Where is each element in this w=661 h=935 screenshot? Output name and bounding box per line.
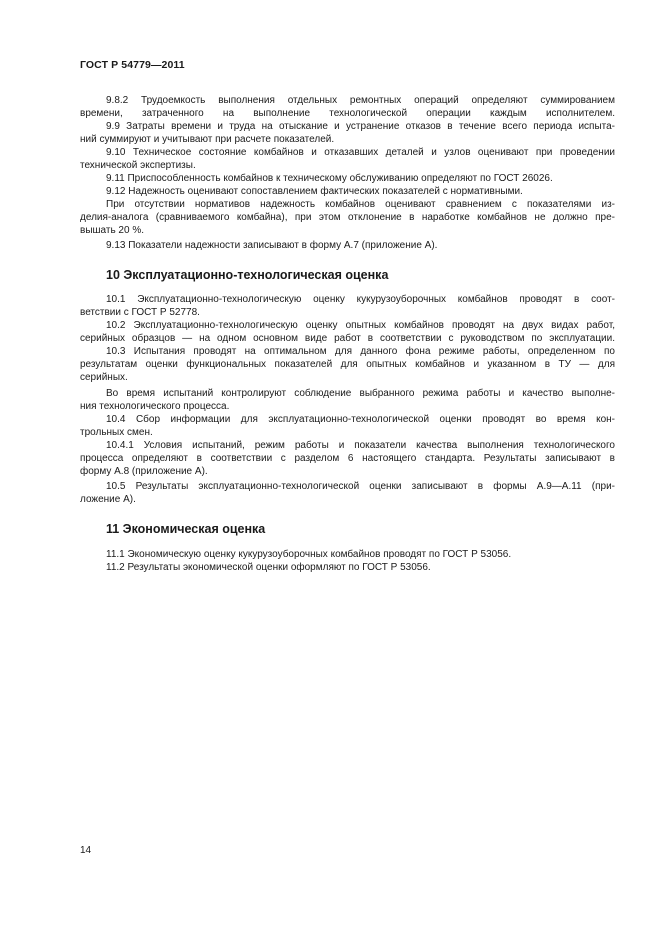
text-line: ложение А). xyxy=(80,494,136,505)
text-line: процесса определяют в соответствии с разделом 6 настоящего стандарта. Результаты записывают в xyxy=(80,453,615,464)
text-line: 9.10 Техническое состояние комбайнов и отказавших деталей и узлов оценивают при проведении xyxy=(106,147,615,158)
text-line: 9.12 Надежность оценивают сопоставлением фактических показателей с нормативными. xyxy=(106,186,523,197)
text-line: времени, затраченного на выполнение технологической операции каждым исполнителем. xyxy=(80,108,615,119)
text-line: 10.3 Испытания проводят на оптимальном для данного фона режиме работы, определенном по xyxy=(106,346,615,357)
text-line: 10.5 Результаты эксплуатационно-технологической оценки записывают в формы А.9—А.11 (при- xyxy=(106,481,615,492)
text-line: серийных. xyxy=(80,372,128,383)
text-line: ветствии с ГОСТ Р 52778. xyxy=(80,307,200,318)
text-line: 9.13 Показатели надежности записывают в форму А.7 (приложение А). xyxy=(106,240,438,251)
text-line: 10.2 Эксплуатационно-технологическую оценку опытных комбайнов проводят на двух видах работ, xyxy=(106,320,615,331)
text-line: 11.2 Результаты экономической оценки оформляют по ГОСТ Р 53056. xyxy=(106,562,431,573)
text-line: 9.11 Приспособленность комбайнов к техническому обслуживанию определяют по ГОСТ 26026. xyxy=(106,173,553,184)
section-heading: 11 Экономическая оценка xyxy=(106,522,266,536)
text-line: делия-аналога (сравниваемого комбайна), при этом отклонение в наработке комбайнов не должно пре- xyxy=(80,212,615,223)
text-line: серийных образцов — на одном основном виде работ в соответствии с руководством по эксплуатации. xyxy=(80,333,615,344)
text-line: ния технологического процесса. xyxy=(80,401,230,412)
text-line: 9.8.2 Трудоемкость выполнения отдельных ремонтных операций определяют суммированием xyxy=(106,95,615,106)
text-line: вышать 20 %. xyxy=(80,225,145,236)
text-line: 10.1 Эксплуатационно-технологическую оценку кукурузоуборочных комбайнов проводят в соот- xyxy=(106,294,615,305)
text-line: технической экспертизы. xyxy=(80,160,196,171)
section-heading: 10 Эксплуатационно-технологическая оценка xyxy=(106,268,389,282)
text-line: 9.9 Затраты времени и труда на отыскание и устранение отказов в течение всего периода испыта- xyxy=(106,121,615,132)
text-line: 11.1 Экономическую оценку кукурузоуборочных комбайнов проводят по ГОСТ Р 53056. xyxy=(106,549,512,560)
text-line: 10.4.1 Условия испытаний, режим работы и показатели качества выполнения технологического xyxy=(106,440,615,451)
text-line: Во время испытаний контролируют соблюдение выбранного режима работы и качество выполне- xyxy=(106,388,615,399)
text-line: форму А.8 (приложение А). xyxy=(80,466,208,477)
text-line: ний суммируют и учитывают при расчете показателей. xyxy=(80,134,335,145)
text-line: При отсутствии нормативов надежность комбайнов оценивают сравнением с показателями из- xyxy=(106,199,615,210)
text-line: трольных смен. xyxy=(80,427,153,438)
page-number: 14 xyxy=(80,845,92,856)
document-header: ГОСТ Р 54779—2011 xyxy=(80,59,185,71)
text-line: результатам оценки функциональных показателей для опытных комбайнов и указанном в ТУ — для xyxy=(80,359,615,370)
text-line: 10.4 Сбор информации для эксплуатационно-технологической оценки проводят во время кон- xyxy=(106,414,615,425)
